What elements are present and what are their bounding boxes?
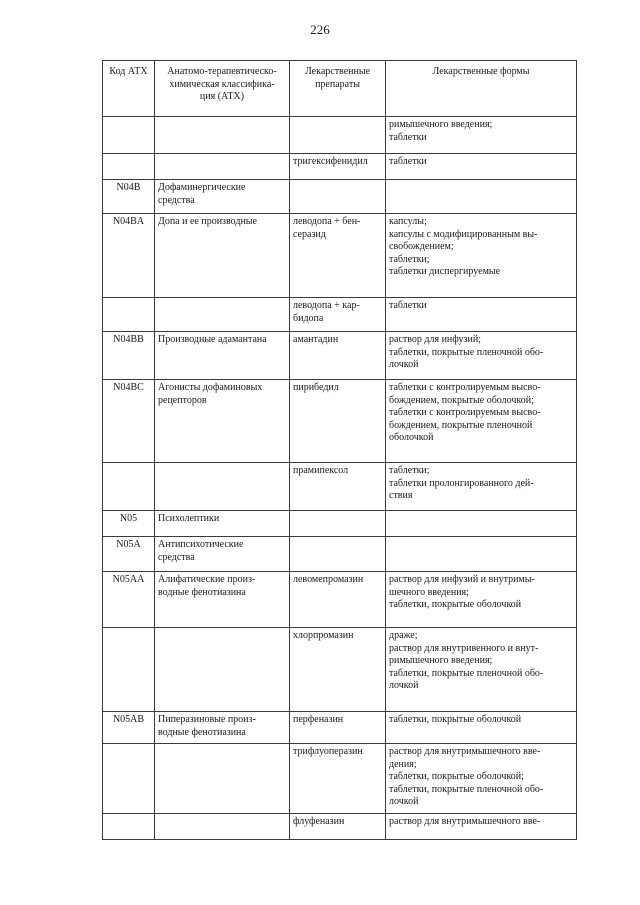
drug-line: хлорпромазин [293,630,354,641]
classification-cell [155,744,290,814]
forms-line: оболочкой [389,432,434,443]
classification-cell [155,117,290,154]
drug-cell [290,814,386,840]
classification-cell [155,298,290,332]
forms-line: раствор для внутримышечного вве- [389,816,541,827]
forms-cell [386,154,577,180]
drug-line: флуфеназин [293,816,345,827]
header-classification-line: химическая классифика- [169,78,275,90]
table-header-row [103,61,577,117]
atx-code-cell [103,117,155,154]
forms-line: свобождением; [389,241,454,252]
forms-line: таблетки, покрытые пленочной обо- [389,783,544,795]
classification-line: водные фенотиазина [158,726,246,738]
drug-line: трифлуоперазин [293,746,363,757]
classification-cell [155,180,290,214]
header-drugs [290,61,386,117]
classification-cell [155,332,290,380]
forms-cell [386,463,577,511]
forms-line: таблетки [389,131,427,143]
forms-cell [386,332,577,380]
forms-line: раствор для инфузий; [389,334,481,345]
forms-line: капсулы с модифицированным вы- [389,228,538,240]
drug-cell [290,463,386,511]
classification-cell [155,628,290,712]
header-forms: Лекарственные формы [386,61,577,117]
table-row [103,298,577,332]
classification-cell [155,537,290,572]
forms-line: драже; [389,630,418,641]
atx-code-cell [103,744,155,814]
forms-cell [386,537,577,572]
drug-cell [290,628,386,712]
classification-line: Допа и ее производные [158,216,257,227]
drug-cell [290,511,386,537]
table-row [103,628,577,712]
table-row [103,463,577,511]
table-row [103,180,577,214]
forms-cell [386,511,577,537]
drug-line: бидопа [293,312,324,324]
forms-cell [386,814,577,840]
forms-cell [386,628,577,712]
forms-cell [386,214,577,298]
drug-cell [290,180,386,214]
forms-line: лочкой [389,680,419,691]
table-row [103,380,577,463]
forms-line: таблетки; [389,253,430,265]
forms-line: раствор для инфузий и внутримы- [389,574,535,585]
table-row [103,332,577,380]
forms-line: таблетки [389,156,427,167]
drug-cell [290,298,386,332]
forms-cell [386,380,577,463]
drug-cell [290,117,386,154]
drug-line: амантадин [293,334,339,345]
forms-line: таблетки; [389,465,430,476]
header-drugs-line: препараты [315,78,360,90]
atx-code-cell: N04BC [103,380,155,463]
forms-line: капсулы; [389,216,427,227]
atx-code-cell: N04BB [103,332,155,380]
table-row [103,117,577,154]
table-row [103,572,577,628]
forms-line: таблетки, покрытые оболочкой [389,714,522,725]
drug-cell [290,712,386,744]
drug-cell [290,537,386,572]
forms-line: шечного введения; [389,586,469,598]
forms-line: раствор для внутримышечного вве- [389,746,541,757]
classification-line: водные фенотиазина [158,586,246,598]
classification-line: Дофаминергические [158,182,246,193]
table-row [103,537,577,572]
classification-line: Антипсихотические [158,539,244,550]
table-row [103,814,577,840]
atx-code-cell: N04BA [103,214,155,298]
header-code: Код АТХ [103,61,155,117]
atx-code-cell: N05A [103,537,155,572]
forms-line: дения; [389,758,417,770]
drug-line: леводопа + бен- [293,216,361,227]
table-row [103,511,577,537]
forms-line: таблетки пролонгированного дей- [389,477,534,489]
header-classification [155,61,290,117]
table-row [103,712,577,744]
drug-cell [290,154,386,180]
classification-cell [155,814,290,840]
forms-line: таблетки, покрытые оболочкой [389,599,522,610]
forms-line: раствор для внутривенного и внут- [389,642,539,654]
forms-line: таблетки с контролируемым высво- [389,407,541,418]
atx-code-cell [103,814,155,840]
forms-line: таблетки диспергируемые [389,266,501,277]
forms-line: бождением, покрытые оболочкой; [389,394,534,406]
atx-code-cell: N05AA [103,572,155,628]
forms-line: таблетки [389,300,427,311]
forms-line: лочкой [389,796,419,807]
drug-cell [290,380,386,463]
forms-cell [386,572,577,628]
atx-code-cell: N04B [103,180,155,214]
forms-line: лочкой [389,359,419,370]
drug-cell [290,572,386,628]
forms-line: бождением, покрытые пленочной [389,419,533,431]
classification-line: средства [158,551,195,563]
drug-cell [290,214,386,298]
table-row [103,744,577,814]
classification-cell [155,380,290,463]
forms-line: ствия [389,490,413,501]
drug-line: серазид [293,228,326,240]
atx-code-cell [103,628,155,712]
classification-cell [155,511,290,537]
table-row [103,214,577,298]
header-classification-line: ция (АТХ) [199,91,245,102]
classification-line: средства [158,194,195,206]
drug-line: тригексифенидил [293,156,368,167]
forms-line: римышечного введения; [389,655,493,666]
drug-cell [290,332,386,380]
forms-cell [386,298,577,332]
atx-code-cell [103,154,155,180]
forms-line: таблетки, покрытые пленочной обо- [389,667,544,679]
forms-line: римышечного введения; [389,119,493,130]
drug-cell [290,744,386,814]
header-drugs-line: Лекарственные [304,66,371,77]
classification-cell [155,712,290,744]
atx-code-cell: N05 [103,511,155,537]
header-classification-line: Анатомо-терапевтическо- [167,66,277,77]
forms-cell [386,180,577,214]
forms-line: таблетки с контролируемым высво- [389,382,541,393]
forms-cell [386,117,577,154]
page-number: 226 [310,22,330,37]
classification-cell [155,572,290,628]
classification-line: Алифатические произ- [158,574,256,585]
atx-code-cell [103,463,155,511]
atx-table [102,60,577,840]
forms-line: таблетки, покрытые оболочкой; [389,771,524,782]
classification-cell [155,463,290,511]
classification-line: Производные адамантана [158,334,267,345]
forms-cell [386,744,577,814]
drug-line: прамипексол [293,465,349,476]
classification-line: Пиперазиновые произ- [158,714,256,725]
classification-line: рецепторов [158,394,207,406]
classification-cell [155,154,290,180]
atx-code-cell [103,298,155,332]
forms-cell [386,712,577,744]
drug-line: пирибедил [293,382,339,393]
classification-line: Агонисты дофаминовых [158,382,263,393]
drug-line: левомепромазин [293,574,364,585]
forms-line: таблетки, покрытые пленочной обо- [389,346,544,358]
classification-line: Психолептики [158,513,220,524]
drug-line: леводопа + кар- [293,300,360,311]
drug-line: перфеназин [293,714,344,725]
table-body [103,117,577,840]
atx-code-cell: N05AB [103,712,155,744]
table-row [103,154,577,180]
classification-cell [155,214,290,298]
